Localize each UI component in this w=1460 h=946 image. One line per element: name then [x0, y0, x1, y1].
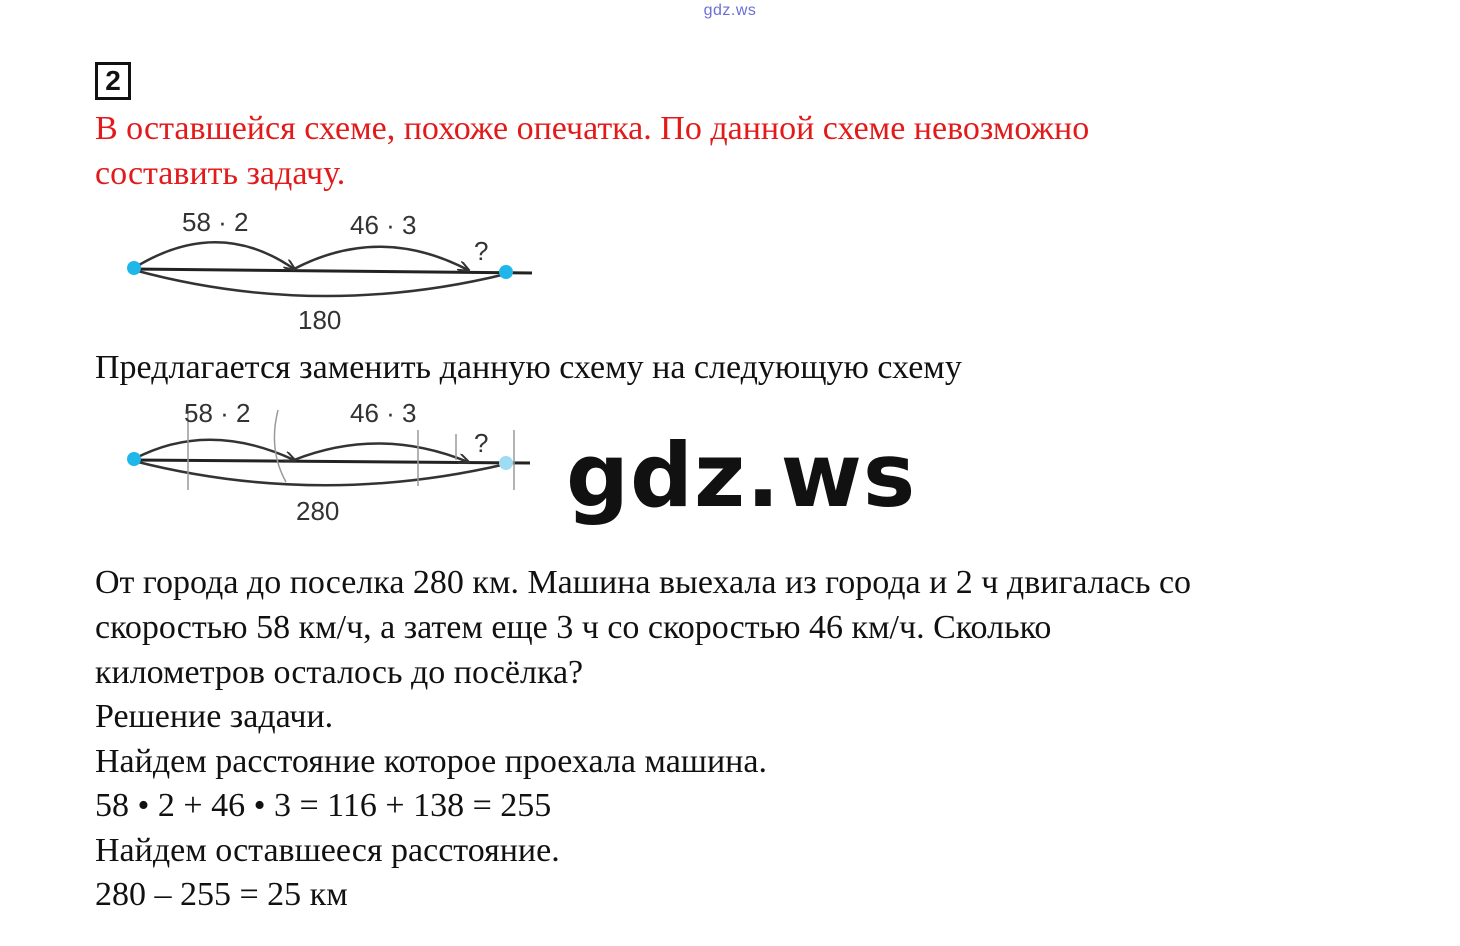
site-watermark: gdz.ws: [566, 424, 917, 527]
scheme-end-point: [499, 265, 513, 279]
solution-step-1-text: Найдем расстояние которое проехала машина.: [95, 743, 767, 780]
scheme-label-left: 58 · 2: [182, 207, 249, 237]
problem-line-2: скоростью 58 км/ч, а затем еще 3 ч со скоростью 46 км/ч. Сколько: [95, 609, 1052, 646]
scheme-question-mark: ?: [474, 428, 489, 458]
arc-segment-1: [134, 242, 294, 269]
scheme-baseline: [132, 269, 532, 273]
scheme-question-mark: ?: [474, 236, 489, 266]
arc-segment-2: [294, 443, 468, 462]
task-number: 2: [105, 65, 121, 96]
scheme-label-left: 58 · 2: [184, 398, 251, 428]
scheme-label-right: 46 · 3: [350, 210, 417, 240]
scheme-start-point: [127, 452, 141, 466]
arc-segment-1: [134, 440, 294, 460]
problem-line-1: От города до поселка 280 км. Машина выехала из города и 2 ч двигалась со: [95, 564, 1192, 601]
solution-step-2-text: Найдем оставшееся расстояние.: [95, 832, 560, 869]
proposal-text: Предлагается заменить данную схему на следующую схему: [95, 349, 962, 386]
note-line-2: составить задачу.: [95, 155, 346, 192]
scheme-end-point: [499, 456, 513, 470]
header-watermark: gdz.ws: [703, 2, 757, 19]
scheme-total-label: 280: [296, 496, 340, 526]
problem-line-3: километров осталось до посёлка?: [95, 654, 584, 691]
scheme-original: [118, 196, 538, 338]
scheme-total-label: 180: [298, 305, 342, 335]
scheme-start-point: [127, 261, 141, 275]
solution-step-2-expression: 280 – 255 = 25 км: [95, 876, 348, 913]
note-line-1: В оставшейся схеме, похоже опечатка. По данной схеме невозможно: [95, 110, 1090, 147]
task-number-box: [95, 62, 131, 100]
scheme-replacement: [118, 390, 538, 532]
scheme-label-right: 46 · 3: [350, 398, 417, 428]
arc-total: [134, 461, 506, 485]
solution-heading: Решение задачи.: [95, 698, 334, 735]
arc-total: [134, 270, 506, 296]
scheme-baseline: [132, 460, 530, 463]
solution-step-1-expression: 58 • 2 + 46 • 3 = 116 + 138 = 255: [95, 787, 552, 824]
arc-segment-2: [294, 247, 468, 270]
